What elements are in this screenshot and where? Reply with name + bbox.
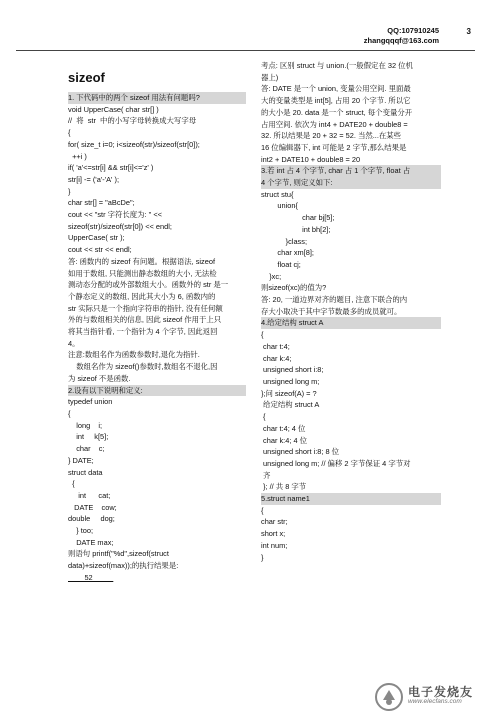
right-column-line: 16 位编辑器下, int 可能是 2 字节,那么结果是: [261, 142, 407, 152]
left-column-line: char str[] = "aBcDe";: [68, 198, 135, 208]
right-column-line: char k:4; 4 位: [261, 435, 308, 445]
left-column-line: cout << str << endl;: [68, 245, 132, 255]
watermark-cn: 电子发烧友: [407, 685, 473, 699]
left-column-line: 注意:数组名作为函数参数时,退化为指针.: [68, 350, 200, 360]
right-column-line: 占用空间. 依次为 int4 + DATE20 + double8 =: [261, 119, 408, 129]
right-column-line: 32. 所以结果是 20 + 32 = 52. 当然...在某些: [261, 131, 402, 141]
left-column-line: }: [68, 186, 71, 196]
right-column-line: 3.若 int 占 4 个字节, char 占 1 个字节, float 占: [261, 165, 441, 177]
left-column-line: 个静态定义的数组, 因此其大小为 6, 函数内的: [68, 291, 216, 301]
right-column-line: 齐: [261, 470, 271, 480]
right-column-line: }: [261, 552, 264, 562]
left-column-line: 2.设有以下说明和定义:: [68, 385, 246, 397]
right-column-line: 答: DATE 是一个 union, 变量公用空间. 里面最: [261, 84, 411, 94]
left-column-line: typedef union: [68, 397, 113, 407]
right-column-line: {: [261, 330, 264, 340]
right-column-line: 的大小是 20. data 是一个 struct, 每个变量分开: [261, 107, 413, 117]
left-column-line: } DATE;: [68, 455, 94, 465]
left-column-line: 为 sizeof 不是函数.: [68, 373, 131, 383]
header-email: zhangqqqf@163.com: [363, 36, 439, 45]
right-column-line: char str;: [261, 517, 288, 527]
left-column-line: str 实际只是一个指向字符串的指针, 没有任何额: [68, 303, 223, 313]
right-column-line: 4.给定结构 struct A: [261, 317, 441, 329]
right-column-line: int bh[2];: [261, 224, 331, 234]
left-column-line: char c;: [68, 444, 105, 454]
left-column-line: void UpperCase( char str[] ): [68, 104, 159, 114]
left-column-line: struct data: [68, 467, 103, 477]
watermark-url: www.elecfans.com: [407, 698, 462, 705]
left-column-line: for( size_t i=0; i<sizeof(str)/sizeof(str[0]);: [68, 139, 200, 149]
left-column-line: 答: 函数内的 sizeof 有问题。根据语法, sizeof: [68, 256, 216, 266]
left-column-line: DATE cow;: [68, 502, 117, 512]
left-column-line: 测动态分配的或外部数组大小。函数外的 str 是一: [68, 280, 229, 290]
right-column-line: float cj;: [261, 259, 301, 269]
right-column-line: };问 sizeof(A) = ?: [261, 388, 317, 398]
right-column-line: 考点: 区别 struct 与 union.(一般假定在 32 位机: [261, 61, 413, 70]
left-column-line: long i;: [68, 420, 103, 430]
left-column-line: 如用于数组, 只能测出静态数组的大小, 无法检: [68, 268, 217, 278]
left-column-line: {: [68, 128, 71, 138]
watermark: [374, 682, 473, 712]
right-column-line: }xc;: [261, 271, 282, 281]
left-column-line: 将其当指针看, 一个指针为 4 个字节, 因此返回: [68, 327, 218, 337]
page-header: [364, 26, 439, 46]
left-column-line: cout << "str 字符长度为: " <<: [68, 210, 162, 220]
left-column-line: DATE max;: [68, 537, 114, 547]
right-column-line: 4 个字节, 则定义如下:: [261, 177, 441, 189]
left-column-line: sizeof(str)/sizeof(str[0]) << endl;: [68, 221, 172, 231]
doc-title: sizeof: [68, 70, 105, 85]
right-column-line: 给定结构 struct A: [261, 400, 320, 410]
left-column-line: // 将 str 中的小写字母转换成大写字母: [68, 116, 197, 126]
left-column-line: int cat;: [68, 490, 111, 500]
header-divider: [16, 50, 475, 51]
elecfans-logo-icon: [374, 682, 404, 712]
right-column-line: char bj[5];: [261, 213, 335, 223]
left-column-line: {: [68, 408, 71, 418]
left-column-line: 1. 下代码中的两个 sizeof 用法有问题吗?: [68, 92, 246, 104]
right-column-line: union{: [261, 201, 298, 211]
right-column-line: 5.struct name1: [261, 493, 441, 505]
left-column-line: ++i ): [68, 151, 87, 161]
left-column-line: 4。: [68, 338, 80, 348]
left-column-line: str[i] -= ('a'-'A' );: [68, 174, 120, 184]
right-column-line: char t:4; 4 位: [261, 423, 306, 433]
right-column: [261, 60, 441, 563]
right-column-line: int2 + DATE10 + double8 = 20: [261, 154, 361, 164]
right-column-line: short x;: [261, 529, 286, 539]
page-number: 3: [466, 27, 471, 36]
left-column: [68, 92, 246, 584]
left-column-line: 则语句 printf("%d",sizeof(struct: [68, 549, 169, 559]
left-column-line: 外的与数组相关的信息, 因此 sizeof 作用于上只: [68, 315, 222, 325]
right-column-line: unsigned short i:8; 8 位: [261, 447, 340, 457]
left-column-line: data)+sizeof(max));的执行结果是:: [68, 561, 179, 571]
right-column-line: 大的变量类型是 int[5], 占用 20 个字节. 所以它: [261, 96, 411, 106]
right-column-line: }class;: [261, 236, 308, 246]
right-column-line: 答: 20, 一道边界对齐的题目, 注意下联合的内: [261, 295, 408, 305]
right-column-line: 器上): [261, 72, 279, 82]
right-column-line: char xm[8];: [261, 248, 314, 258]
left-column-line: double dog;: [68, 514, 115, 524]
right-column-line: char k:4;: [261, 353, 292, 363]
left-column-line: 数组名作为 sizeof()参数时,数组名不退化,因: [68, 362, 218, 372]
left-column-line: {: [68, 479, 75, 489]
left-column-line: int k[5];: [68, 432, 109, 442]
right-column-line: {: [261, 505, 264, 515]
right-column-line: unsigned short i:8;: [261, 365, 324, 375]
left-column-line: ____52_____: [68, 572, 114, 582]
right-column-line: {: [261, 412, 266, 422]
right-column-line: unsigned long m; // 偏移 2 字节保证 4 字节对: [261, 458, 411, 468]
right-column-line: 存大小取决于其中字节数最多的成员就可。: [261, 306, 402, 316]
right-column-line: struct stu{: [261, 189, 294, 199]
left-column-line: if( 'a'<=str[i] && str[i]<='z' ): [68, 163, 154, 173]
right-column-line: unsigned long m;: [261, 376, 320, 386]
header-qq: QQ:107910245: [387, 26, 439, 35]
left-column-line: UpperCase( str );: [68, 233, 125, 243]
right-column-line: }; // 共 8 字节: [261, 482, 307, 492]
right-column-line: char t:4;: [261, 341, 290, 351]
right-column-line: int num;: [261, 540, 288, 550]
right-column-line: 则sizeof(xc)的值为?: [261, 283, 327, 293]
left-column-line: } too;: [68, 526, 94, 536]
